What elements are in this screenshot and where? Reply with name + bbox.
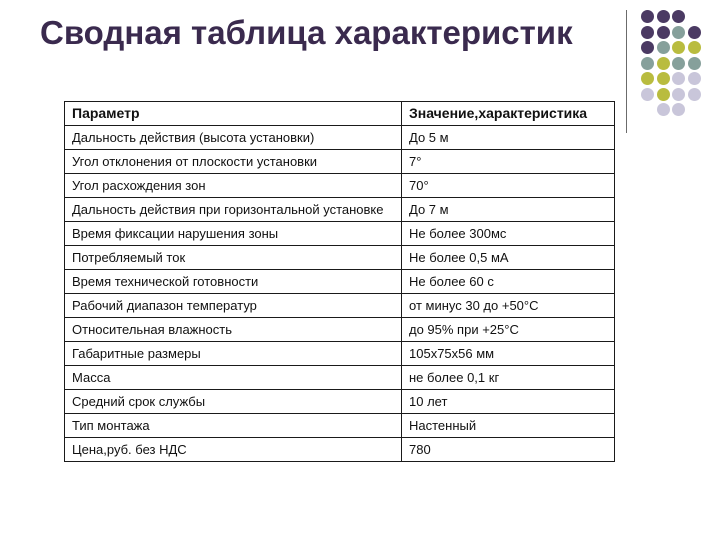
value-cell: 780	[402, 438, 615, 462]
parameter-cell: Габаритные размеры	[65, 342, 402, 366]
header-parameter: Параметр	[65, 102, 402, 126]
value-cell: Не более 0,5 мА	[402, 246, 615, 270]
decorative-dot	[688, 72, 701, 85]
table-row	[65, 222, 615, 246]
decorative-dot	[672, 88, 685, 101]
decorative-dot	[641, 88, 654, 101]
decorative-dot	[641, 57, 654, 70]
decorative-dot	[657, 26, 670, 39]
value-cell: До 7 м	[402, 198, 615, 222]
decorative-dot	[688, 26, 701, 39]
parameter-cell: Дальность действия (высота установки)	[65, 126, 402, 150]
table-row	[65, 294, 615, 318]
vertical-divider	[626, 10, 627, 133]
value-cell: не более 0,1 кг	[402, 366, 615, 390]
parameter-cell: Угол расхождения зон	[65, 174, 402, 198]
table-row	[65, 198, 615, 222]
value-cell: 70°	[402, 174, 615, 198]
decorative-dot	[672, 103, 685, 116]
decorative-dot	[657, 10, 670, 23]
decorative-dot	[672, 26, 685, 39]
parameter-cell: Время фиксации нарушения зоны	[65, 222, 402, 246]
table-row	[65, 318, 615, 342]
table-row	[65, 366, 615, 390]
value-cell: 105х75х56 мм	[402, 342, 615, 366]
decorative-dot	[657, 88, 670, 101]
table-row	[65, 390, 615, 414]
parameter-cell: Время технической готовности	[65, 270, 402, 294]
table-row	[65, 150, 615, 174]
value-cell: До 5 м	[402, 126, 615, 150]
parameter-cell: Относительная влажность	[65, 318, 402, 342]
table-row	[65, 270, 615, 294]
decorative-dot	[672, 57, 685, 70]
table-row	[65, 246, 615, 270]
parameter-cell: Дальность действия при горизонтальной установке	[65, 198, 402, 222]
parameter-cell: Цена,руб. без НДС	[65, 438, 402, 462]
value-cell: Не более 60 с	[402, 270, 615, 294]
table-row	[65, 438, 615, 462]
value-cell: 10 лет	[402, 390, 615, 414]
decorative-dot	[657, 72, 670, 85]
parameter-cell: Средний срок службы	[65, 390, 402, 414]
parameter-cell: Угол отклонения от плоскости установки	[65, 150, 402, 174]
table-row	[65, 126, 615, 150]
decorative-dot	[672, 41, 685, 54]
decorative-dot	[672, 10, 685, 23]
decorative-dot	[641, 72, 654, 85]
parameter-cell: Потребляемый ток	[65, 246, 402, 270]
value-cell: Настенный	[402, 414, 615, 438]
decorative-dot	[688, 41, 701, 54]
parameter-cell: Рабочий диапазон температур	[65, 294, 402, 318]
table-row	[65, 414, 615, 438]
table-header-row	[65, 102, 615, 126]
value-cell: от минус 30 до +50°С	[402, 294, 615, 318]
parameter-cell: Масса	[65, 366, 402, 390]
value-cell: до 95% при +25°С	[402, 318, 615, 342]
table-row	[65, 174, 615, 198]
decorative-dot	[657, 103, 670, 116]
decorative-dot	[657, 41, 670, 54]
decorative-dot	[641, 26, 654, 39]
slide-title: Сводная таблица характеристик	[40, 14, 573, 51]
decorative-dot	[688, 57, 701, 70]
parameter-cell: Тип монтажа	[65, 414, 402, 438]
decorative-dot	[657, 57, 670, 70]
value-cell: Не более 300мс	[402, 222, 615, 246]
value-cell: 7°	[402, 150, 615, 174]
header-value: Значение,характеристика	[402, 102, 615, 126]
decorative-dot	[672, 72, 685, 85]
spec-table	[64, 101, 615, 462]
decorative-dot	[641, 10, 654, 23]
decorative-dot	[641, 41, 654, 54]
decorative-dot	[688, 88, 701, 101]
table-row	[65, 342, 615, 366]
